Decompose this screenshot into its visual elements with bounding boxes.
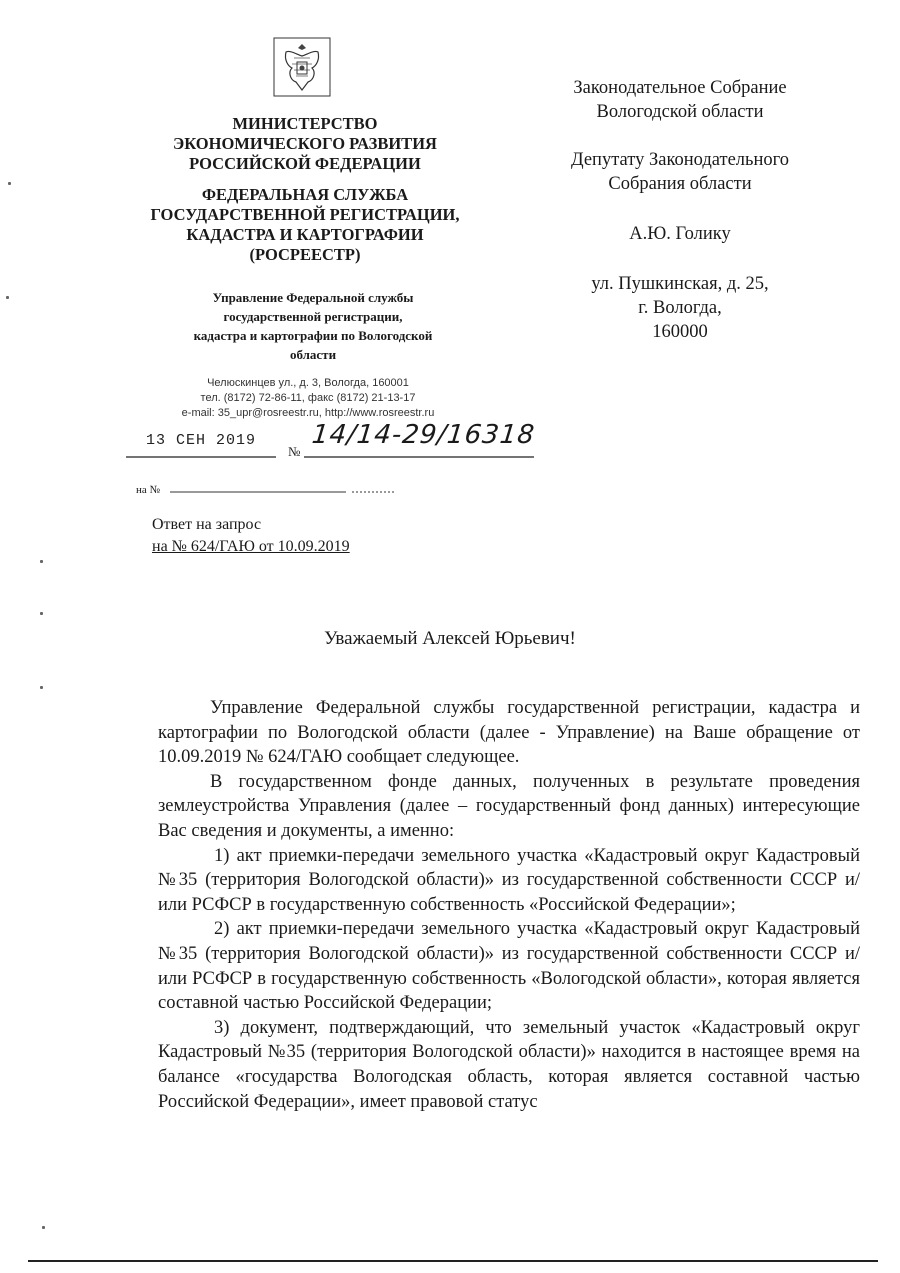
service-line: КАДАСТРА И КАРТОГРАФИИ bbox=[186, 225, 424, 244]
body-paragraph: 3) документ, подтверждающий, что земельный участок «Кадастровый округ Кадастровый №35 (территория Вологодской области)» находится в настоящее время на балансе «государства Вологодская область, которая является составной частью Российской Федерации», имеет правовой статус bbox=[158, 1017, 860, 1112]
recipient-position-line: Собрания области bbox=[608, 174, 752, 194]
scan-speck bbox=[40, 612, 43, 615]
body-paragraph: Управление Федеральной службы государственной регистрации, кадастра и картографии по Вологодской области (далее - Управление) на Ваше обращение от 10.09.2019 № 624/ГАЮ сообщает следующее. bbox=[158, 698, 860, 768]
reply-reference-number: на № 624/ГАЮ от 10.09.2019 bbox=[152, 538, 350, 555]
ref-number-label: на № bbox=[136, 484, 161, 496]
service-line: (РОСРЕЕСТР) bbox=[249, 245, 361, 264]
scan-speck bbox=[40, 686, 43, 689]
recipient-address-line: 160000 bbox=[652, 322, 708, 342]
body-paragraph: 1) акт приемки-передачи земельного участка «Кадастровый округ Кадастровый №35 (территория Вологодской области)» из государственной собственности СССР и/или РСФСР в государственную собственность «Российской Федерации»; bbox=[158, 845, 860, 915]
recipient-position bbox=[540, 148, 820, 196]
reply-reference bbox=[152, 514, 350, 558]
recipient-address-line: ул. Пушкинская, д. 25, bbox=[591, 274, 769, 294]
service-line: ФЕДЕРАЛЬНАЯ СЛУЖБА bbox=[201, 185, 409, 204]
recipient-position-line: Депутату Законодательного bbox=[571, 150, 789, 170]
scan-speck bbox=[40, 560, 43, 563]
office-line: области bbox=[289, 347, 337, 362]
office-line: Управление Федеральной службы bbox=[212, 290, 414, 305]
contact-phone: тел. (8172) 72-86-11, факс (8172) 21-13-17 bbox=[200, 392, 416, 404]
ministry-line: МИНИСТЕРСТВО bbox=[232, 114, 378, 133]
service-line: ГОСУДАРСТВЕННОЙ РЕГИСТРАЦИИ, bbox=[150, 205, 460, 224]
ministry-line: ЭКОНОМИЧЕСКОГО РАЗВИТИЯ bbox=[173, 134, 437, 153]
ministry-title bbox=[120, 114, 490, 174]
reply-reference-line: Ответ на запрос bbox=[152, 516, 262, 533]
recipient-name: А.Ю. Голику bbox=[629, 224, 731, 244]
letter-body bbox=[158, 696, 860, 1114]
service-title bbox=[120, 185, 490, 265]
scan-speck bbox=[6, 296, 9, 299]
registration-date-stamp: 13 СЕН 2019 bbox=[146, 432, 257, 449]
scan-speck bbox=[8, 182, 11, 185]
ministry-line: РОССИЙСКОЙ ФЕДЕРАЦИИ bbox=[189, 154, 421, 173]
recipient-org-line: Вологодской области bbox=[596, 102, 764, 122]
registration-number-label: № bbox=[288, 444, 301, 459]
scan-speck bbox=[42, 1226, 45, 1229]
office-line: кадастра и картографии по Вологодской bbox=[193, 328, 433, 343]
recipient-address bbox=[540, 272, 820, 344]
recipient-org-line: Законодательное Собрание bbox=[573, 78, 787, 98]
office-title bbox=[148, 288, 478, 364]
recipient-org bbox=[540, 76, 820, 124]
office-line: государственной регистрации, bbox=[223, 309, 403, 324]
coat-of-arms-icon bbox=[272, 36, 332, 98]
recipient-address-line: г. Вологда, bbox=[638, 298, 722, 318]
contact-email: e-mail: 35_upr@rosreestr.ru, http://www.rosreestr.ru bbox=[181, 407, 435, 419]
sender-contacts bbox=[128, 376, 488, 421]
ref-number-underline bbox=[136, 478, 396, 498]
registration-number: 14/14-29/16318 bbox=[310, 420, 537, 450]
greeting: Уважаемый Алексей Юрьевич! bbox=[324, 628, 576, 649]
contact-address: Челюскинцев ул., д. 3, Вологда, 160001 bbox=[207, 377, 409, 389]
body-paragraph: В государственном фонде данных, полученных в результате проведения землеустройства Управления (далее – государственный фонд данных) интересующие Вас сведения и документы, а именно: bbox=[158, 771, 860, 841]
page-bottom-edge bbox=[28, 1260, 878, 1262]
body-paragraph: 2) акт приемки-передачи земельного участка «Кадастровый округ Кадастровый №35 (территория Вологодской области)» из государственной собственности СССР и/или РСФСР в государственную собственность «Вологодской области», которая является составной частью Российской Федерации; bbox=[158, 919, 860, 1014]
